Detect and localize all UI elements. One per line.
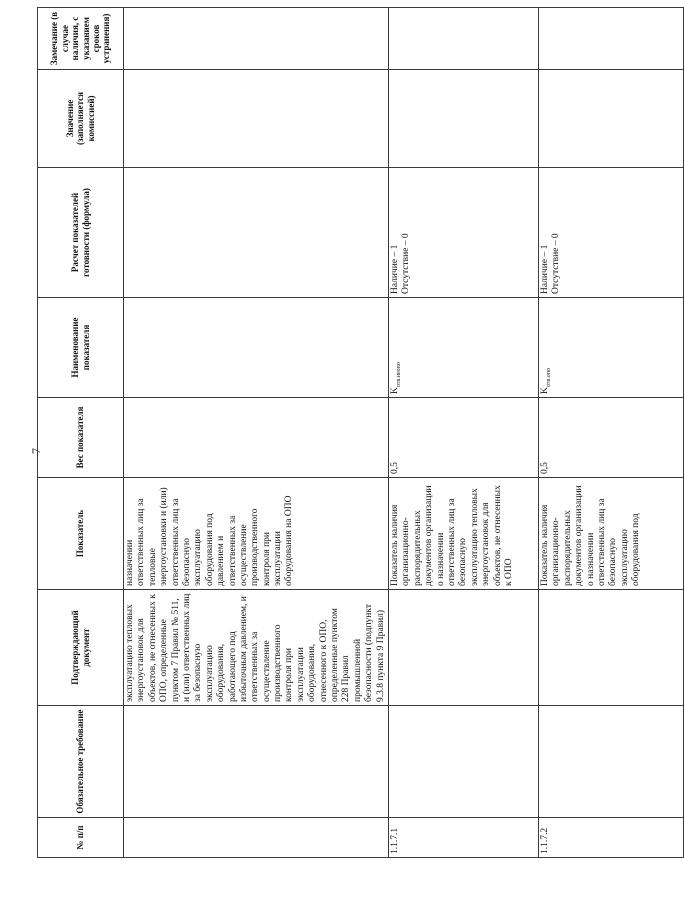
name-subscript: отв.неопо [395,362,402,388]
formula-line-1: Наличие – 1 [539,244,550,294]
cell-remark [538,8,683,70]
table-row [124,8,389,858]
table-row [388,8,538,858]
header-weight: Вес показателя [38,398,124,478]
cell-formula [538,168,683,298]
cell-remark [124,8,389,70]
cell-indicator: Показатель наличия организационно-распорядительных документов организации о назначении ответственных лиц за безопасную эксплуатацию оборудования под [538,478,683,590]
header-name: Наименование показателя [38,298,124,398]
cell-value [388,70,538,168]
table-row [538,8,683,858]
page-number: 7 [29,448,43,454]
cell-document [538,590,683,706]
cell-indicator: назначении ответственных лиц за тепловые энергоустановки и (или) ответственных лиц за безопасную эксплуатацию оборудования под давлением и ответственных за осуществление производственного контроля при эксплуатации оборудования на ОПО [124,478,389,590]
cell-weight: 0,5 [388,398,538,478]
formula-line-2: Отсутствие – 0 [551,233,562,294]
formula-line-2: Отсутствие – 0 [401,233,412,294]
cell-name [538,298,683,398]
name-main: K [389,387,400,394]
cell-document: эксплуатацию тепловых энергоустановок для объектов, не отнесенных к ОПО, определенные пунктом 7 Правил № 511, и (или) ответственных лиц за безопасную эксплуатацию оборудования, работающего под избыточным давлением, и ответственных за осуществление производственного контроля при эксплуатации оборудования, отнесенного к ОПО, определенные пунктом 228 Правил промышленной безопасности (подпункт 9.3.8 пункта 9 Правил) [124,590,389,706]
cell-requirement [538,706,683,818]
header-formula: Расчет показателей готовности (формула) [38,168,124,298]
header-num: № п/п [38,818,124,858]
requirements-table [37,7,684,858]
formula-line-1: Наличие – 1 [389,244,400,294]
cell-indicator: Показатель наличия организационно-распорядительных документов организации о назначении ответственных лиц за безопасную эксплуатацию тепловых энергоустановок для объектов, не отнесенных к ОПО [388,478,538,590]
name-main: K [539,387,550,394]
table-header-row [38,8,124,858]
cell-requirement [124,706,389,818]
cell-requirement [388,706,538,818]
cell-num [124,818,389,858]
header-remark: Замечание (в случае наличия, с указанием сроков устранения) [38,8,124,70]
cell-formula [388,168,538,298]
cell-weight: 0,5 [538,398,683,478]
cell-formula [124,168,389,298]
rotated-table-wrapper [37,8,642,858]
header-value: Значение (заполняется комиссией) [38,70,124,168]
header-requirement: Обязательное требование [38,706,124,818]
name-subscript: отв.опо [545,368,552,388]
cell-document [388,590,538,706]
cell-name [388,298,538,398]
cell-value [124,70,389,168]
cell-num: 1.1.7.2 [538,818,683,858]
cell-num: 1.1.7.1 [388,818,538,858]
cell-weight [124,398,389,478]
cell-name [124,298,389,398]
cell-remark [388,8,538,70]
cell-value [538,70,683,168]
header-document: Подтверждающий документ [38,590,124,706]
header-indicator: Показатель [38,478,124,590]
